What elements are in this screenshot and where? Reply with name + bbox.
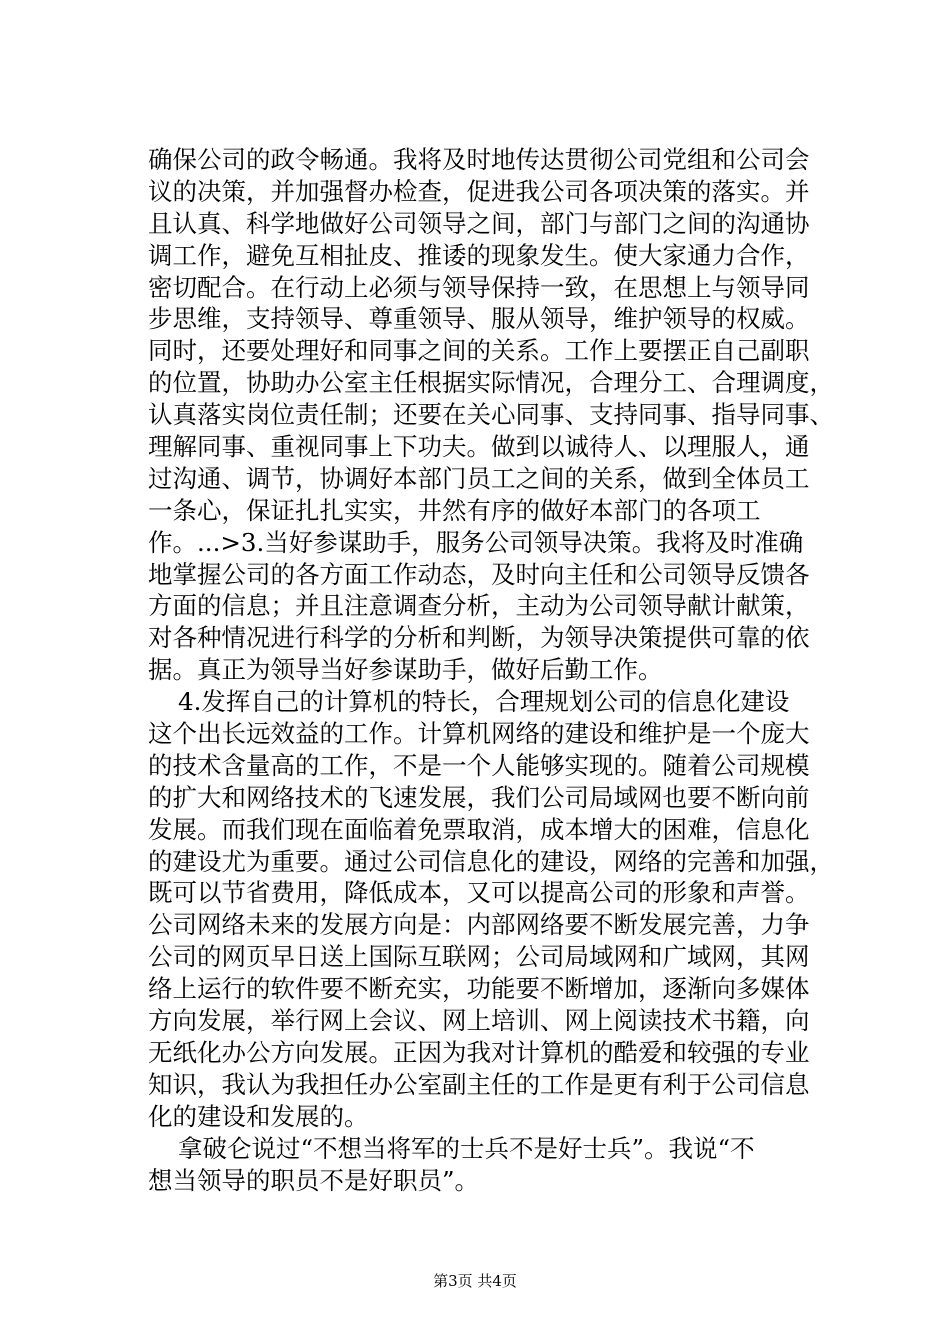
text-line: 且认真、科学地做好公司领导之间，部门与部门之间的沟通协 (148, 208, 810, 238)
text-line: 方面的信息；并且注意调查分析，主动为公司领导献计献策， (148, 591, 810, 621)
text-line: 对各种情况进行科学的分析和判断，为领导决策提供可靠的依 (148, 623, 810, 653)
text-line: 的位置，协助办公室主任根据实际情况，合理分工、合理调度， (148, 368, 834, 398)
body-text (148, 144, 838, 1196)
text-line: 络上运行的软件要不断充实，功能要不断增加，逐渐向多媒体 (148, 974, 810, 1004)
text-line: 的技术含量高的工作，不是一个人能够实现的。随着公司规模 (148, 750, 810, 780)
text-line: 公司的网页早日送上国际互联网；公司局域网和广域网，其网 (148, 942, 810, 972)
text-line: 确保公司的政令畅通。我将及时地传达贯彻公司党组和公司会 (148, 145, 810, 174)
text-line: 知识，我认为我担任办公室副主任的工作是更有利于公司信息 (148, 1069, 810, 1099)
text-line: 议的决策，并加强督办检查，促进我公司各项决策的落实。并 (148, 176, 810, 206)
text-line: 发展。而我们现在面临着免票取消，成本增大的困难，信息化 (148, 814, 810, 844)
text-line: 据。真正为领导当好参谋助手，做好后勤工作。 (148, 655, 663, 685)
text-line: 密切配合。在行动上必须与领导保持一致，在思想上与领导同 (148, 272, 810, 302)
text-line: 一条心，保证扎扎实实，井然有序的做好本部门的各项工 (148, 495, 761, 525)
text-line: 想当领导的职员不是好职员”。 (148, 1165, 480, 1195)
text-line: 既可以节省费用，降低成本，又可以提高公司的形象和声誉。 (148, 878, 810, 908)
text-line: 认真落实岗位责任制；还要在关心同事、支持同事、指导同事、 (148, 400, 834, 430)
text-line: 作。...>3.当好参谋助手，服务公司领导决策。我将及时准确 (148, 527, 804, 557)
text-line: 过沟通、调节，协调好本部门员工之间的关系，做到全体员工 (148, 463, 810, 493)
text-line: 地掌握公司的各方面工作动态，及时向主任和公司领导反馈各 (148, 559, 810, 589)
text-line: 步思维，支持领导、尊重领导、服从领导，维护领导的权威。 (148, 304, 810, 334)
text-line: 的扩大和网络技术的飞速发展，我们公司局域网也要不断向前 (148, 782, 810, 812)
text-line: 理解同事、重视同事上下功夫。做到以诚待人、以理服人，通 (148, 432, 810, 462)
text-line: 同时，还要处理好和同事之间的关系。工作上要摆正自己副职 (148, 336, 810, 366)
paragraph-start-line: 4.发挥自己的计算机的特长，合理规划公司的信息化建设 (178, 687, 790, 717)
page-number-footer: 第3页 共4页 (433, 1272, 517, 1290)
text-line: 这个出长远效益的工作。计算机网络的建设和维护是一个庞大 (148, 719, 810, 749)
text-line: 公司网络未来的发展方向是：内部网络要不断发展完善，力争 (148, 910, 810, 940)
text-line: 的建设尤为重要。通过公司信息化的建设，网络的完善和加强， (148, 846, 834, 876)
text-line: 化的建设和发展的。 (148, 1101, 369, 1131)
text-line: 方向发展，举行网上会议、网上培训、网上阅读技术书籍，向 (148, 1006, 810, 1036)
text-line: 调工作，避免互相扯皮、推诿的现象发生。使大家通力合作， (148, 240, 810, 270)
text-line: 无纸化办公方向发展。正因为我对计算机的酷爱和较强的专业 (148, 1037, 810, 1067)
paragraph-start-line: 拿破仑说过“不想当将军的士兵不是好士兵”。我说“不 (178, 1133, 755, 1163)
